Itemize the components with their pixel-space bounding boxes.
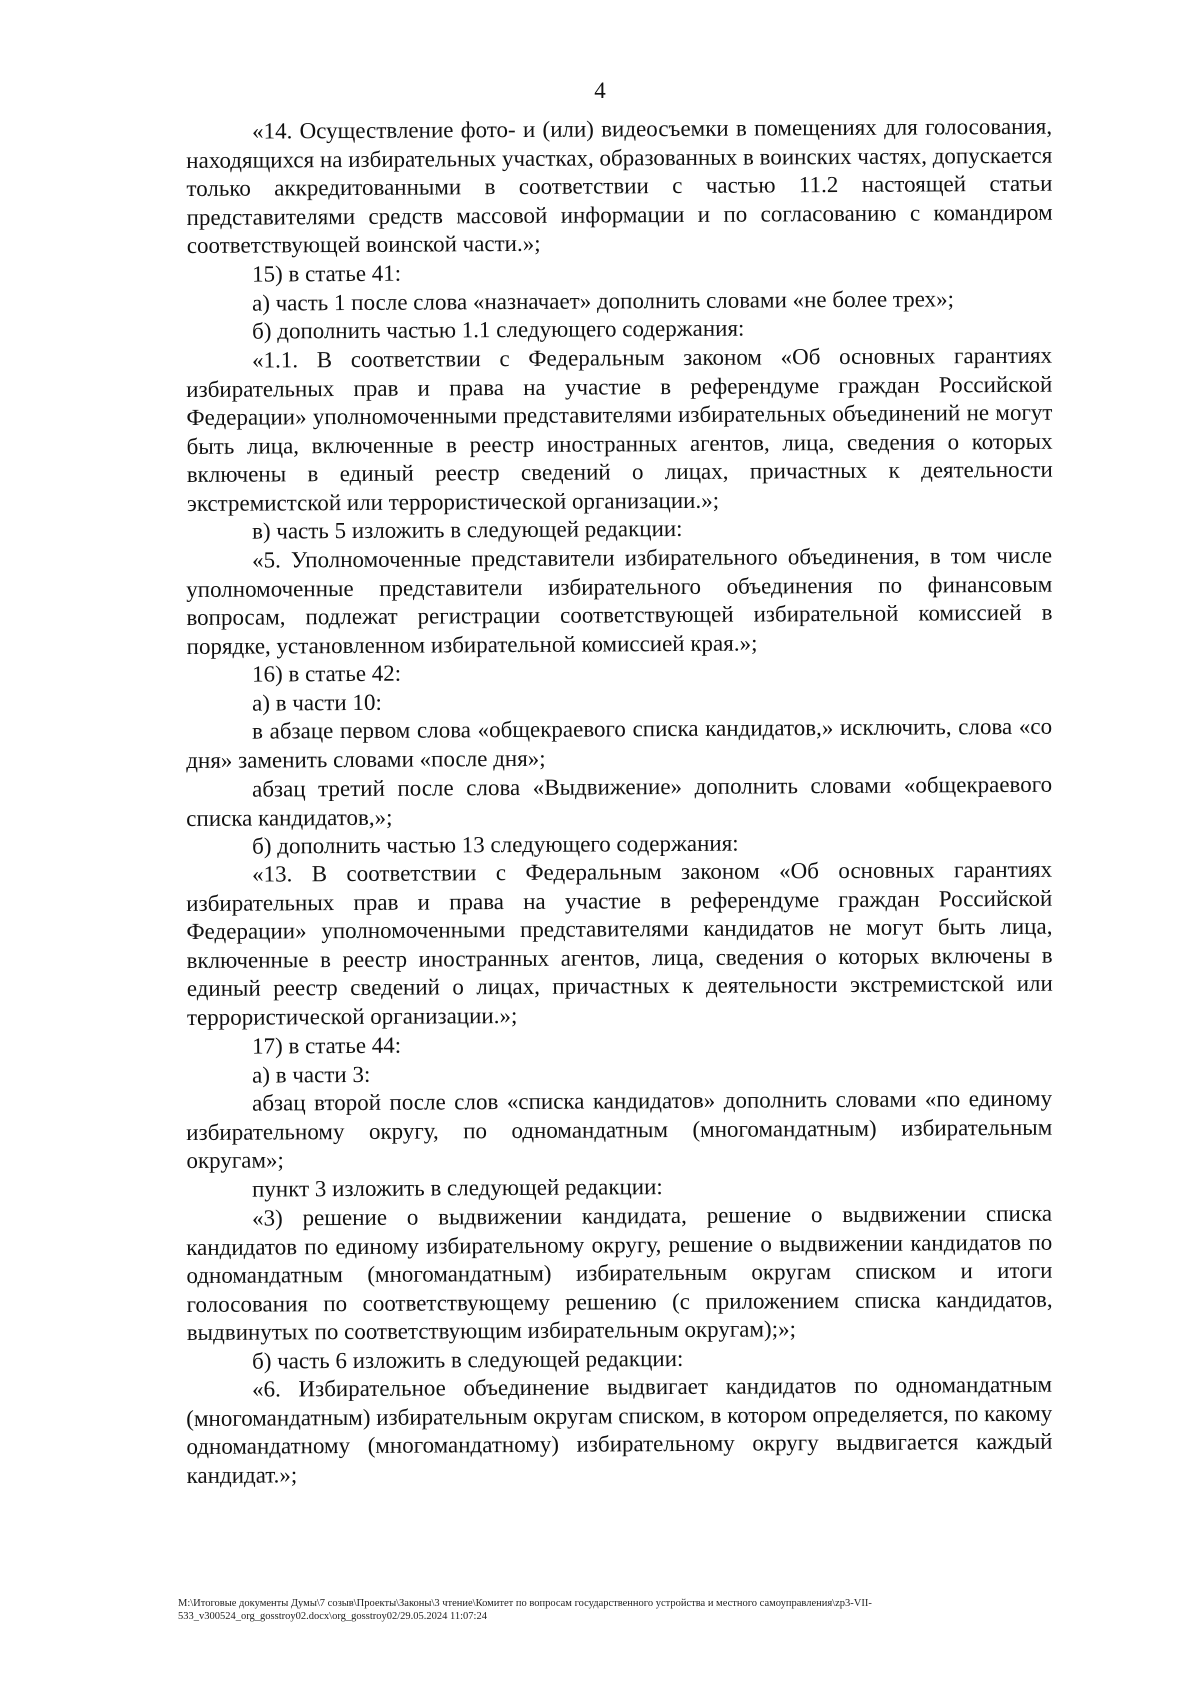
paragraph-14: 17) в статье 44: xyxy=(252,1032,402,1059)
document-body xyxy=(186,113,1053,1491)
paragraph-8: 16) в статье 42: xyxy=(252,660,402,687)
paragraph-3: а) часть 1 после слова «назначает» дополнить словами «не более трех»; xyxy=(252,285,955,316)
page-number: 4 xyxy=(594,78,606,103)
paragraph-6: в) часть 5 изложить в следующей редакции: xyxy=(252,516,683,544)
paragraph-19: б) часть 6 изложить в следующей редакции: xyxy=(252,1345,684,1374)
paragraph-1: «14. Осуществление фото- и (или) видеосъемки в помещениях для голосования, находящихся на избирательных участках, образованных в воинских частях, допускается только аккредитованными в соответствии с частью 11.2 настоящей статьи представителями средств массовой информации и по согласованию с командиром соответствующей воинской части.»; xyxy=(186,113,1053,259)
paragraph-9: а) в части 10: xyxy=(252,689,382,716)
paragraph-18: «3) решение о выдвижении кандидата, решение о выдвижении списка кандидатов по единому избирательному округу, решение о выдвижении кандидатов по одномандатным (многомандатным) избирательным округам списком и итоги голосования по соответствующему решению (с приложением списка кандидатов, выдвинутых по соответствующим избирательным округам);»; xyxy=(186,1200,1053,1345)
paragraph-20: «6. Избирательное объединение выдвигает кандидатов по одномандатным (многомандатным) избирательным округам списком, в котором определяется, по какому одномандатному (многомандатному) избирательному округу выдвигается каждый кандидат.»; xyxy=(186,1371,1053,1488)
paragraph-2: 15) в статье 41: xyxy=(252,260,402,287)
paragraph-17: пункт 3 изложить в следующей редакции: xyxy=(252,1174,663,1202)
paragraph-13: «13. В соответствии с Федеральным законом «Об основных гарантиях избирательных прав и права на участие в референдуме граждан Российской Федерации» уполномоченными представителями кандидатов не могут быть лица, включенные в реестр иностранных агентов, лица, сведения о которых включены в единый реестр сведений о лицах, причастных к деятельности экстремистской или террористической организации.»; xyxy=(186,857,1053,1031)
paragraph-12: б) дополнить частью 13 следующего содержания: xyxy=(252,830,739,859)
paragraph-15: а) в части 3: xyxy=(252,1061,371,1088)
paragraph-4: б) дополнить частью 1.1 следующего содержания: xyxy=(252,315,745,344)
paragraph-11: абзац третий после слова «Выдвижение» дополнить словами «общекраевого списка кандидатов,»; xyxy=(186,771,1053,831)
paragraph-10: в абзаце первом слова «общекраевого списка кандидатов,» исключить, слова «со дня» заменить словами «после дня»; xyxy=(186,714,1053,774)
paragraph-16: абзац второй после слов «списка кандидатов» дополнить словами «по единому избирательному округу, по одномандатным (многомандатным) избирательным округам»; xyxy=(186,1085,1053,1174)
paragraph-7: «5. Уполномоченные представители избирательного объединения, в том числе уполномоченные представители избирательного объединения по финансовым вопросам, подлежат регистрации соответствующей избирательной комиссией в порядке, установленном избирательной комиссией края.»; xyxy=(186,542,1053,659)
file-path-footer: M:\Итоговые документы Думы\7 созыв\Проекты\Законы\3 чтение\Комитет по вопросам государственного устройства и местного самоуправления\zp3-VII-533_v300524_org_gosstroy02.docx\org_gosstroy02/29.05.2024 11:07:24 xyxy=(178,1598,872,1622)
paragraph-5: «1.1. В соответствии с Федеральным законом «Об основных гарантиях избирательных прав и права на участие в референдуме граждан Российской Федерации» уполномоченными представителями избирательных объединений не могут быть лица, включенные в реестр иностранных агентов, лица, сведения о которых включены в единый реестр сведений о лицах, причастных к деятельности экстремистской или террористической организации.»; xyxy=(186,342,1053,516)
